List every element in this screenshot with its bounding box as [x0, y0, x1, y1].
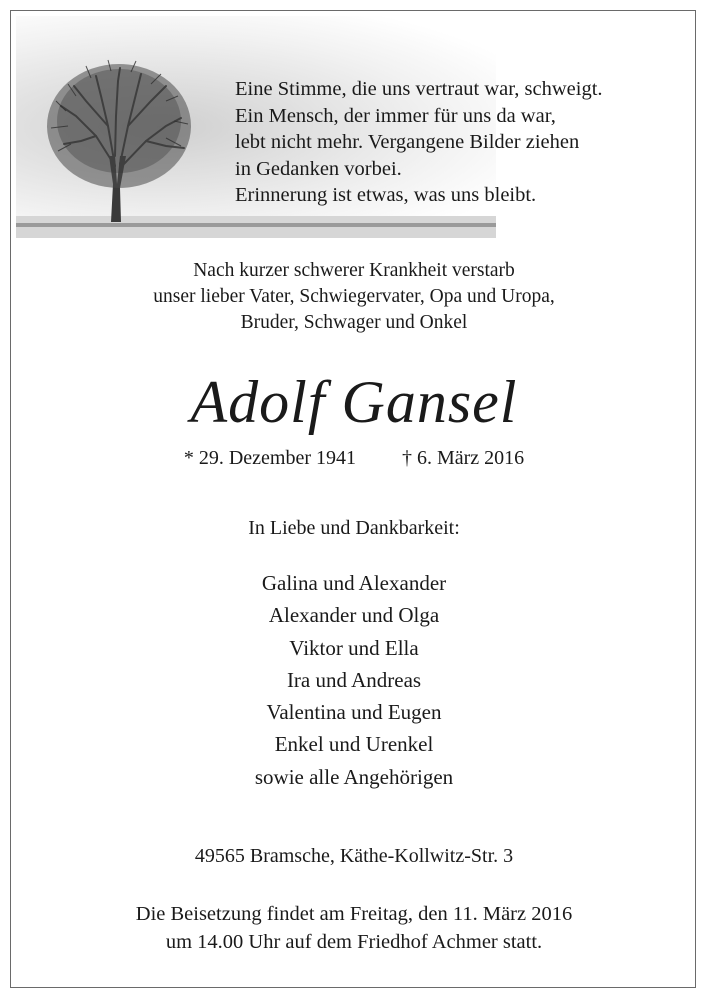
- mourner-entry: Enkel und Urenkel: [274, 732, 434, 757]
- announcement-line: Nach kurzer schwerer Krankheit verstarb: [193, 260, 515, 281]
- mourner-entry: Galina und Alexander: [261, 571, 447, 595]
- poem-line: in Gedanken vorbei.: [235, 157, 402, 180]
- announcement-line: Bruder, Schwager und Onkel: [240, 312, 468, 333]
- poem-line: Erinnerung ist etwas, was uns bleibt.: [235, 184, 537, 206]
- death-announcement: [0, 258, 708, 336]
- funeral-info: [0, 900, 708, 956]
- poem-line: Eine Stimme, die uns vertraut war, schweigt.: [235, 78, 603, 100]
- deceased-name: Adolf Gansel: [190, 369, 518, 435]
- mourner-entry: Valentina und Eugen: [266, 700, 442, 725]
- mourner-entry: Viktor und Ella: [289, 635, 419, 660]
- funeral-line: Die Beisetzung findet am Freitag, den 11. März 2016: [135, 903, 573, 925]
- mourner-entry: sowie alle Angehörigen: [254, 764, 454, 789]
- mourner-entry: Alexander und Olga: [268, 603, 440, 628]
- poem: [235, 76, 695, 209]
- poem-line: lebt nicht mehr. Vergangene Bilder ziehen: [235, 131, 580, 153]
- announcement-line: unser lieber Vater, Schwiegervater, Opa und Uropa,: [153, 286, 555, 307]
- mourner-entry: Ira und Andreas: [286, 667, 422, 692]
- funeral-line: um 14.00 Uhr auf dem Friedhof Achmer statt.: [165, 931, 543, 953]
- birth-date: * 29. Dezember 1941: [183, 447, 356, 469]
- death-date: † 6. März 2016: [401, 447, 525, 469]
- mourners-list: [0, 567, 708, 793]
- header-section: [16, 16, 692, 238]
- life-dates: [0, 445, 708, 471]
- poem-line: Ein Mensch, der immer für uns da war,: [235, 104, 556, 127]
- thanks-line: In Liebe und Dankbarkeit:: [248, 517, 460, 539]
- address: 49565 Bramsche, Käthe-Kollwitz-Str. 3: [194, 845, 514, 867]
